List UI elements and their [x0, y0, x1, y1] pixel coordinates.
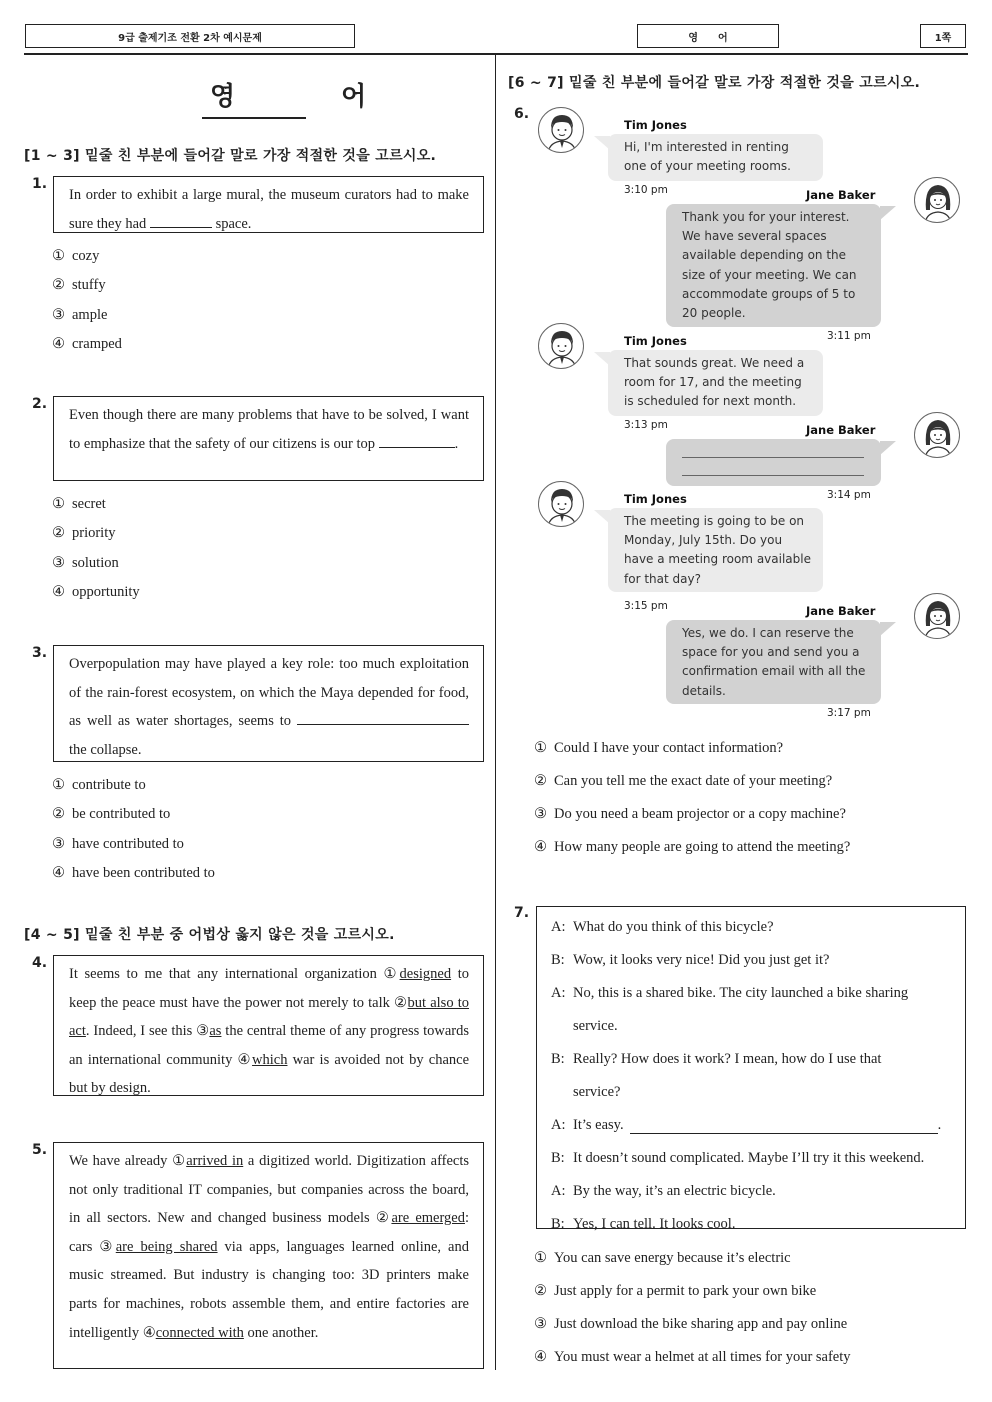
answer-blank [682, 475, 864, 476]
sender-name: Tim Jones [624, 334, 687, 348]
option-1[interactable]: ① contribute to [52, 777, 146, 794]
option-4[interactable]: ④ How many people are going to attend the meeting? [534, 839, 851, 855]
page-number: 1쪽 [920, 24, 966, 48]
question-number: 2. [32, 396, 48, 412]
sender-name: Jane Baker [806, 604, 876, 618]
chat-message: Hi, I'm interested in renting one of your meeting rooms. [608, 134, 823, 181]
sender-name: Jane Baker [806, 188, 876, 202]
option-2[interactable]: ② be contributed to [52, 806, 171, 823]
option-4[interactable]: ④ have been contributed to [52, 865, 215, 882]
option-2[interactable]: ② Just apply for a permit to park your own bike [534, 1283, 817, 1299]
dialogue-line: B: Yes, I can tell. It looks cool. [551, 1216, 736, 1232]
chat-message: The meeting is going to be on Monday, July 15th. Do you have a meeting room available for that day? [608, 508, 823, 592]
option-2[interactable]: ② stuffy [52, 277, 106, 294]
page-title: 영 어 [210, 82, 407, 112]
underlined-part-2: but also to act [69, 994, 470, 1040]
question-number: 1. [32, 176, 48, 192]
question-number: 5. [32, 1142, 48, 1158]
question-1-passage: In order to exhibit a large mural, the museum curators had to make sure they had space. [53, 176, 484, 233]
option-2[interactable]: ② Can you tell me the exact date of your meeting? [534, 773, 833, 789]
option-4[interactable]: ④ opportunity [52, 584, 140, 601]
question-3-passage: Overpopulation may have played a key role: too much exploitation of the rain-forest ecosystem, on which the Maya depended for food, as well as water shortages, seems to the collapse. [53, 645, 484, 762]
question-2-passage: Even though there are many problems that have to be solved, I want to emphasize that the safety of our citizens is our top . [53, 396, 484, 481]
answer-blank [297, 709, 469, 725]
question-3-options [52, 771, 215, 888]
option-3[interactable]: ③ Just download the bike sharing app and pay online [534, 1316, 848, 1332]
section-6-7-instruction: [6 ~ 7] 밑줄 친 부분에 들어갈 말로 가장 적절한 것을 고르시오. [508, 75, 921, 91]
dialogue-line: A: By the way, it’s an electric bicycle. [551, 1183, 776, 1199]
question-number: 4. [32, 955, 48, 971]
message-time: 3:13 pm [624, 419, 668, 431]
option-1[interactable]: ① secret [52, 496, 106, 513]
sender-name: Jane Baker [806, 423, 876, 437]
option-2[interactable]: ② priority [52, 525, 116, 542]
underlined-part-4: connected with [155, 1324, 244, 1341]
question-1-options [52, 242, 122, 359]
question-number: 6. [514, 106, 530, 122]
option-3[interactable]: ③ ample [52, 306, 108, 323]
message-time: 3:11 pm [827, 330, 871, 342]
option-3[interactable]: ③ Do you need a beam projector or a copy machine? [534, 806, 846, 822]
message-time: 3:10 pm [624, 184, 668, 196]
underlined-part-4: which [252, 1051, 288, 1068]
underlined-part-2: are emerged [391, 1210, 465, 1227]
underlined-part-3: as [209, 1023, 222, 1040]
header-rule [24, 53, 968, 55]
answer-blank [150, 212, 212, 228]
answer-blank [682, 457, 864, 458]
sender-name: Tim Jones [624, 118, 687, 132]
exam-title: 9급 출제기조 전환 2차 예시문제 [25, 24, 355, 48]
bubble-tail [880, 441, 896, 455]
option-1[interactable]: ① You can save energy because it’s electric [534, 1250, 791, 1266]
question-4-passage: It seems to me that any international organization ①designed to keep the peace must have the power not merely to talk ②but also to act. Indeed, I see this ③as the central theme of any progress towards an international community ④which war is avoided not by chance but by design. [53, 955, 484, 1096]
underlined-part-1: designed [399, 966, 452, 982]
blank-message [666, 439, 881, 486]
subject-label: 영 어 [637, 24, 779, 48]
section-4-5-instruction: [4 ~ 5] 밑줄 친 부분 중 어법상 옳지 않은 것을 고르시오. [24, 927, 395, 943]
question-number: 7. [514, 905, 530, 921]
female-avatar-icon [914, 177, 960, 223]
dialogue-line: B: Really? How does it work? I mean, how do I use that [551, 1051, 882, 1067]
question-7-options [534, 1242, 851, 1374]
bubble-tail [880, 206, 896, 220]
question-6-options [534, 732, 850, 864]
sender-name: Tim Jones [624, 492, 687, 506]
option-1[interactable]: ① Could I have your contact information? [534, 740, 784, 756]
chat-message: Yes, we do. I can reserve the space for you and send you a confirmation email with all the details. [666, 620, 881, 704]
section-1-3-instruction: [1 ~ 3] 밑줄 친 부분에 들어갈 말로 가장 적절한 것을 고르시오. [24, 148, 437, 164]
chat-message: That sounds great. We need a room for 17, and the meeting is scheduled for next month. [608, 350, 823, 416]
underlined-part-3: are being shared [115, 1238, 218, 1255]
question-5-passage: We have already ①arrived in a digitized world. Digitization affects not only traditional IT companies, but companies across the board, in all sectors. New and changed business models ②are emerged: cars ③are being shared via apps, languages learned online, and music streamed. But industry is changing too: 3D printers make parts for machines, robots assemble them, and entire factories are intelligently ④connected with one another. [53, 1142, 484, 1369]
option-3[interactable]: ③ have contributed to [52, 835, 184, 852]
question-number: 3. [32, 645, 48, 661]
question-7-dialogue [536, 906, 966, 1232]
option-3[interactable]: ③ solution [52, 554, 119, 571]
dialogue-line: B: Wow, it looks very nice! Did you just get it? [551, 952, 830, 968]
option-1[interactable]: ① cozy [52, 248, 100, 265]
male-avatar-icon [538, 481, 584, 527]
answer-blank [630, 1118, 938, 1134]
female-avatar-icon [914, 412, 960, 458]
message-time: 3:15 pm [624, 600, 668, 612]
title-underline [202, 117, 306, 119]
option-4[interactable]: ④ You must wear a helmet at all times for your safety [534, 1349, 851, 1365]
option-4[interactable]: ④ cramped [52, 336, 122, 353]
column-divider [495, 55, 496, 1370]
male-avatar-icon [538, 323, 584, 369]
dialogue-line: A: It’s easy. . [551, 1117, 942, 1133]
bubble-tail [880, 622, 896, 636]
question-2-options [52, 490, 140, 607]
answer-blank [379, 432, 455, 448]
dialogue-line: service. [573, 1018, 618, 1034]
male-avatar-icon [538, 107, 584, 153]
dialogue-line: service? [573, 1084, 621, 1100]
dialogue-line: A: What do you think of this bicycle? [551, 919, 774, 935]
dialogue-line: A: No, this is a shared bike. The city launched a bike sharing [551, 985, 909, 1001]
chat-message: Thank you for your interest. We have several spaces available depending on the size of your meeting. We can accommodate groups of 5 to 20 people. [666, 204, 881, 327]
female-avatar-icon [914, 593, 960, 639]
message-time: 3:17 pm [827, 707, 871, 719]
dialogue-line: B: It doesn’t sound complicated. Maybe I’ll try it this weekend. [551, 1150, 925, 1166]
underlined-part-1: arrived in [186, 1153, 244, 1169]
message-time: 3:14 pm [827, 489, 871, 501]
